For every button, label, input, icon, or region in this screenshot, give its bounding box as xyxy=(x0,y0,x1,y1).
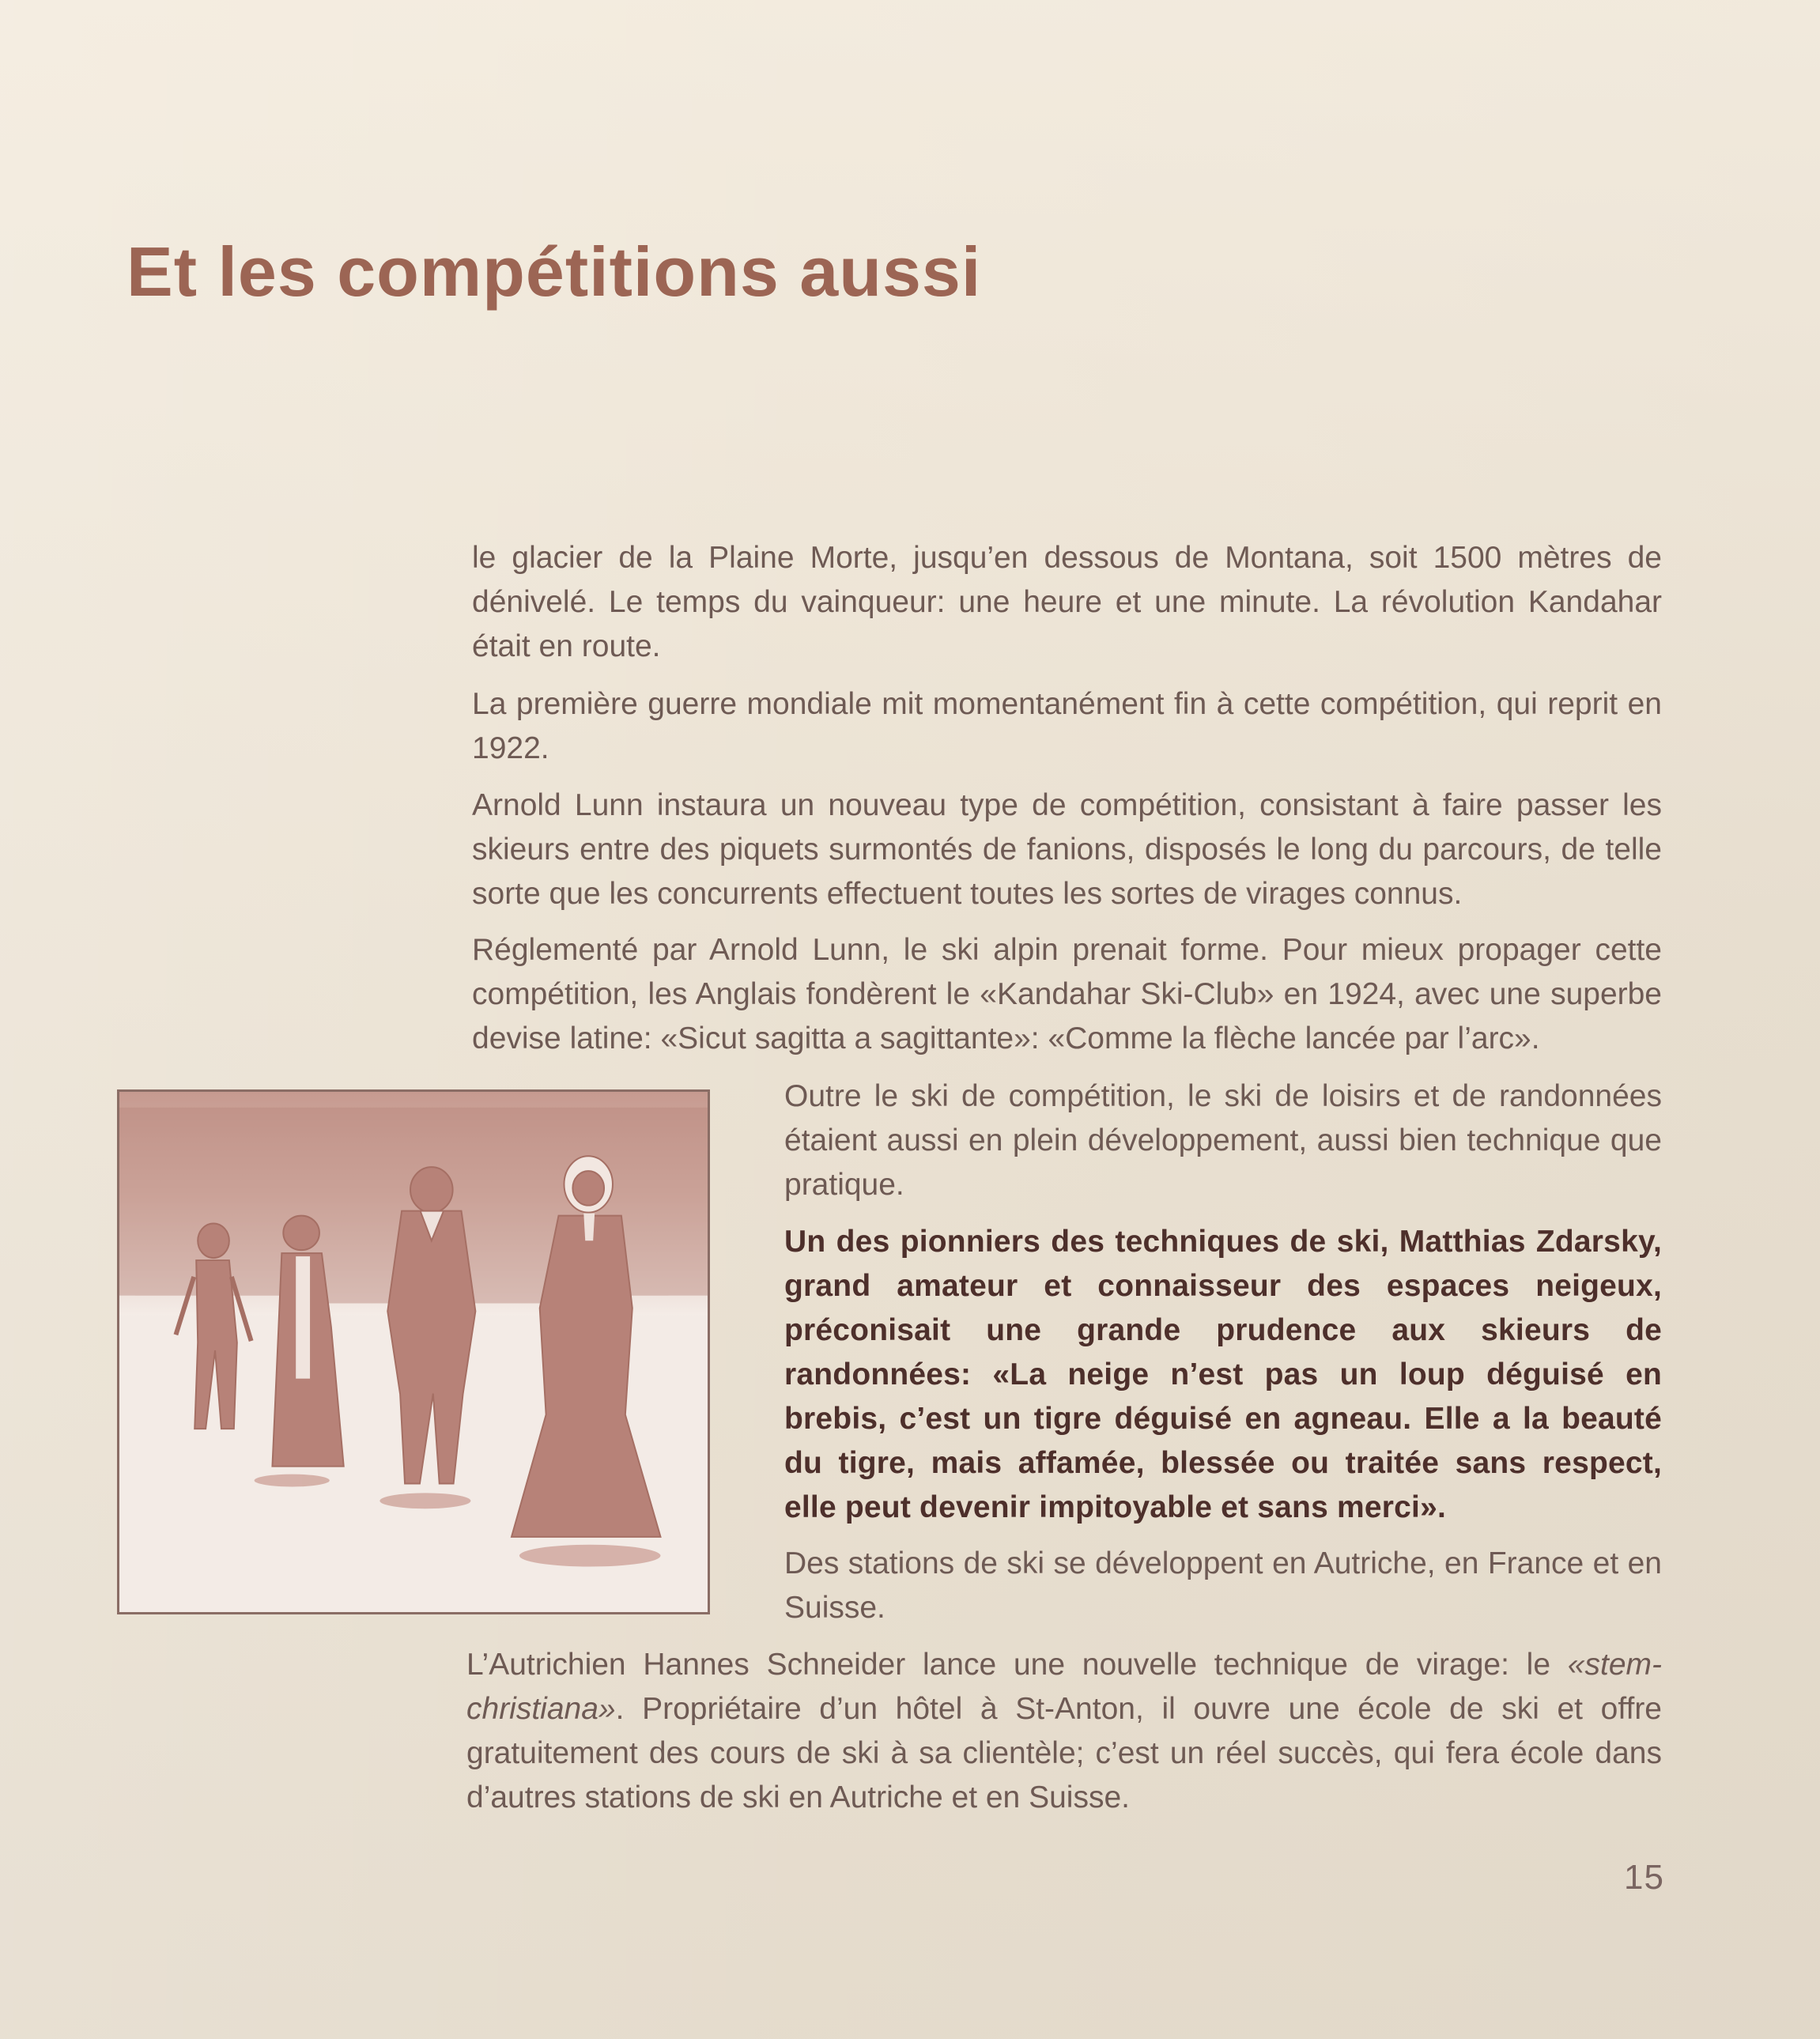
page-title: Et les compétitions aussi xyxy=(126,232,982,311)
schneider-text-end: . Propriétaire d’un hôtel à St-Anton, il ouvre une école de ski et offre gratuitement des cours de ski à sa clientèle; c’est un réel succès, qui fera école dans d’autres stations de ski en Autriche et en Suisse. xyxy=(466,1692,1662,1814)
paragraph-premiere-guerre: La première guerre mondiale mit momentanément fin à cette compétition, qui reprit en 1922. xyxy=(472,687,1662,765)
historic-skiers-illustration xyxy=(119,1092,708,1612)
paragraph-arnold-lunn: Arnold Lunn instaura un nouveau type de compétition, consistant à faire passer les skieurs entre des piquets surmontés de fanions, disposés le long du parcours, de telle sorte que les concurrents effectuent toutes les sortes de virages connus. xyxy=(472,788,1662,911)
historic-skiers-photo xyxy=(117,1089,710,1614)
paragraph-hannes-schneider xyxy=(466,1643,1662,1820)
paragraph-matthias-zdarsky: Un des pionniers des techniques de ski, Matthias Zdarsky, grand amateur et connaisseur des espaces neigeux, préconisait une grande prudence aux skieurs de randonnées: «La neige n’est pas un loup déguisé en brebis, c’est un tigre déguisé en agneau. Elle a la beauté du tigre, mais affamée, blessée ou traitée sans respect, elle peut devenir impitoyable et sans merci». xyxy=(784,1225,1662,1524)
paragraph-stations-ski: Des stations de ski se développent en Autriche, en France et en Suisse. xyxy=(784,1546,1662,1625)
schneider-text-start: L’Autrichien Hannes Schneider lance une nouvelle technique de virage: le xyxy=(466,1648,1568,1682)
page-number: 15 xyxy=(1624,1858,1664,1897)
paragraph-ski-loisirs: Outre le ski de compétition, le ski de loisirs et de randonnées étaient aussi en plein développement, aussi bien technique que pratique. xyxy=(784,1079,1662,1202)
stem-christiana-term: «stem-christiana» xyxy=(466,1648,1662,1726)
paragraph-kandahar-club: Réglementé par Arnold Lunn, le ski alpin prenait forme. Pour mieux propager cette compétition, les Anglais fondèrent le «Kandahar Ski-Club» en 1924, avec une superbe devise latine: «Sicut sagitta a sagittante»: «Comme la flèche lancée par l’arc». xyxy=(472,933,1662,1055)
paragraph-plaine-morte: le glacier de la Plaine Morte, jusqu’en dessous de Montana, soit 1500 mètres de dénivelé. Le temps du vainqueur: une heure et une minute. La révolution Kandahar était en route. xyxy=(472,541,1662,663)
